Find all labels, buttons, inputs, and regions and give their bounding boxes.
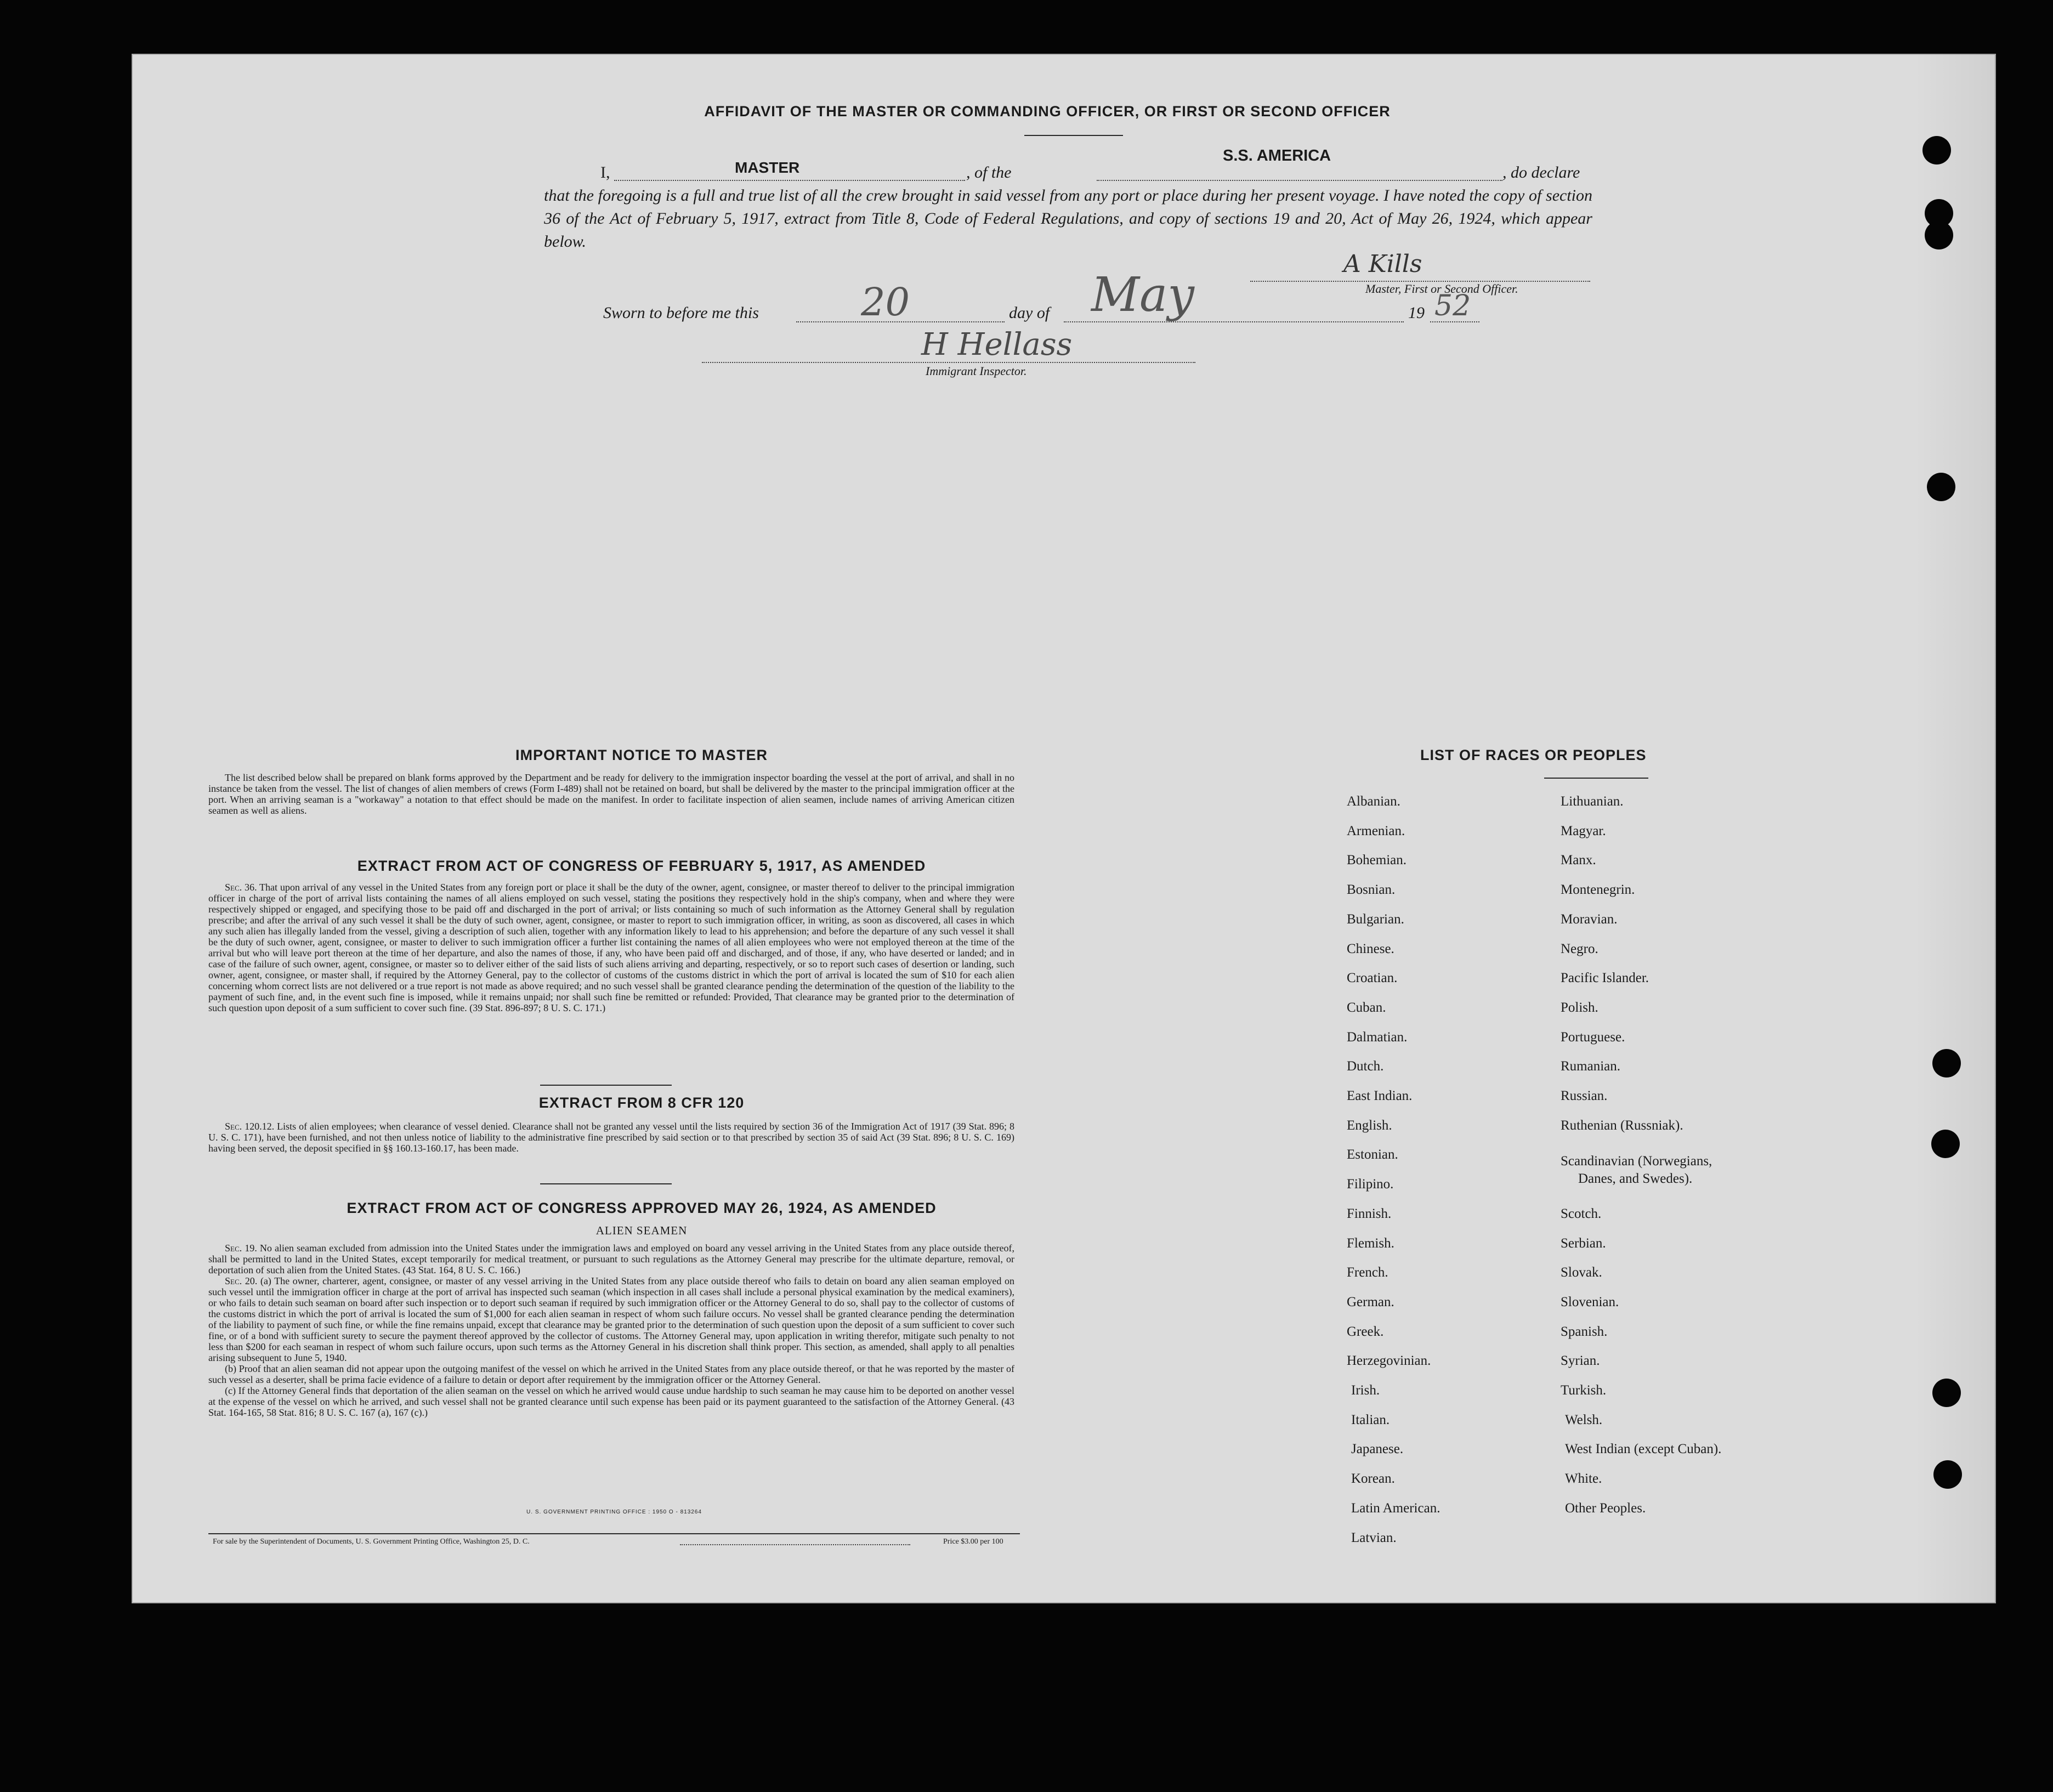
sec-20b-paragraph: (b) Proof that an alien seaman did not appear upon the outgoing manifest of the vessel on which he arrived in the United States from any place outside thereof, or that he was reported by the master of such vessel as a deserter, shall be prima facie evidence of a failure to detain or deport after requirement by the immigration officer or the Attorney General. (208, 1363, 1014, 1385)
sec-20a-text: (a) The owner, charterer, agent, consignee, or master of any vessel arriving in the United States from any place outside thereof who fails to detain on board any alien seaman employed on such vessel until the immigration officer in charge at the port of arrival has inspected such seaman (which inspection in all cases shall include a personal physical examination by the medical examiners), or who fails to detain such seaman on board after such inspection or to deport such seaman if required by such immigration officer or the Attorney General to do so, shall pay to the collector of customs of the customs district in which the port of arrival is located the sum of $1,000 for each alien seaman in respect of whom such failure occurs. No vessel shall be granted clearance pending the determination of the liability to payment of such fine, or while the fine remains unpaid, except that clearance may be granted prior to the determination of such question upon the deposit of a sum sufficient to cover such fine, or of a bond with sufficient surety to secure the payment thereof approved by the collector of customs. The Attorney General may, upon application in writing therefor, mitigate such penalty to not less than $200 for each seaman in respect of whom such failure occurs, upon such terms as the Attorney General in his discretion shall think proper. This section, as amended, shall apply to all penalties arising subsequent to June 5, 1940. (208, 1275, 1015, 1363)
race-item: Pacific Islander. (1561, 971, 1649, 986)
extract-1917-title: EXTRACT FROM ACT OF CONGRESS OF FEBRUARY 5, 1917, AS AMENDED (357, 858, 926, 874)
race-item: Negro. (1561, 941, 1598, 956)
race-item: Syrian. (1561, 1353, 1600, 1369)
race-item: Estonian. (1347, 1147, 1398, 1162)
race-item: Albanian. (1347, 794, 1400, 809)
extract-1924-title: EXTRACT FROM ACT OF CONGRESS APPROVED MAY 26, 1924, AS AMENDED (347, 1200, 937, 1216)
race-item: Chinese. (1347, 941, 1394, 956)
punch-hole (1922, 136, 1951, 165)
race-item: Bohemian. (1347, 853, 1407, 868)
sec-20-label: Sec. 20. (225, 1275, 258, 1286)
vessel-field-line (1097, 180, 1502, 181)
extract-1924-text-block (208, 1243, 1014, 1418)
race-item: Filipino. (1347, 1177, 1394, 1192)
notice-title: IMPORTANT NOTICE TO MASTER (515, 747, 768, 763)
race-item: Danes, and Swedes). (1578, 1171, 1693, 1187)
race-item: Polish. (1561, 1000, 1598, 1015)
day-value: 20 (861, 280, 910, 325)
race-item: Dutch. (1347, 1059, 1384, 1074)
master-field-line (614, 180, 965, 181)
do-declare-label: , do declare (1502, 163, 1580, 182)
sworn-label: Sworn to before me this (603, 304, 759, 322)
race-item: Russian. (1561, 1088, 1608, 1103)
punch-hole (1932, 1049, 1961, 1078)
sec-19-label: Sec. 19. (225, 1243, 257, 1254)
sec-36-label: Sec. 36. (225, 882, 257, 893)
race-item: East Indian. (1347, 1088, 1413, 1103)
races-title-underline (1544, 778, 1648, 779)
title-underline (1024, 135, 1123, 136)
sec-19-paragraph (208, 1243, 1014, 1275)
race-item: Slovenian. (1561, 1294, 1619, 1309)
price-notice: Price $3.00 per 100 (943, 1538, 1003, 1546)
year-prefix: 19 (1408, 304, 1425, 322)
race-item: Japanese. (1351, 1442, 1404, 1457)
affidavit-i-label: I, (600, 163, 610, 182)
sale-dot-leader (680, 1544, 910, 1545)
inspector-caption: Immigrant Inspector. (926, 364, 1027, 378)
race-item: Croatian. (1347, 971, 1398, 986)
day-of-label: day of (1009, 304, 1050, 322)
race-item: Bulgarian. (1347, 911, 1404, 927)
race-item: Cuban. (1347, 1000, 1386, 1015)
document-page (132, 54, 1996, 1603)
gpo-imprint: U. S. GOVERNMENT PRINTING OFFICE : 1950 O - 813264 (526, 1509, 702, 1515)
notice-text (208, 772, 1014, 816)
race-item: German. (1347, 1294, 1394, 1309)
punch-hole (1925, 221, 1953, 249)
race-item: Bosnian. (1347, 882, 1396, 898)
race-item: Moravian. (1561, 911, 1618, 927)
race-item: Turkish. (1561, 1383, 1607, 1398)
punch-hole (1931, 1130, 1960, 1158)
race-item: English. (1347, 1118, 1392, 1133)
race-item: Herzegovinian. (1347, 1353, 1431, 1369)
inspector-signature: H Hellass (921, 327, 1073, 362)
extract-cfr-paragraph (208, 1121, 1014, 1154)
race-item: Dalmatian. (1347, 1029, 1408, 1045)
race-item: Rumanian. (1561, 1059, 1621, 1074)
race-item: Scandinavian (Norwegians, (1561, 1154, 1712, 1169)
notice-paragraph: The list described below shall be prepared on blank forms approved by the Department and be ready for delivery to the immigration inspector boarding the vessel at the port of arrival, and shall in no instance be taken from the vessel. The list of changes of alien members of crews (Form I-489) shall not be retained on board, but shall be delivered by the master to the principal immigration officer at the port. When an arriving seaman is a "workaway" a notation to that effect should be made on the manifest. In order to facilitate inspection of alien seamen, include names of arriving American citizen seamen as well as aliens. (208, 772, 1014, 816)
race-item: Magyar. (1561, 823, 1606, 838)
race-item: Latvian. (1351, 1530, 1397, 1545)
race-item: Scotch. (1561, 1206, 1602, 1221)
master-caption: Master, First or Second Officer. (1365, 282, 1518, 296)
extract-1917-paragraph (208, 882, 1014, 1013)
master-value: MASTER (735, 159, 800, 176)
master-signature: A Kills (1343, 250, 1422, 278)
section-divider (540, 1085, 672, 1086)
year-value: 52 (1434, 290, 1471, 322)
sale-notice: For sale by the Superintendent of Documents, U. S. Government Printing Office, Washington 25, D. C. (213, 1538, 530, 1546)
race-item: Manx. (1561, 853, 1596, 868)
race-item: Flemish. (1347, 1235, 1394, 1251)
race-item: Spanish. (1561, 1324, 1608, 1339)
race-item: Serbian. (1561, 1235, 1606, 1251)
of-the-label: , of the (966, 163, 1012, 182)
race-item: Welsh. (1565, 1412, 1603, 1427)
race-item: Slovak. (1561, 1265, 1602, 1280)
sec-20c-paragraph: (c) If the Attorney General finds that deportation of the alien seaman on the vessel on which he arrived would cause undue hardship to such seaman he may cause him to be deported on another vessel at the expense of the vessel on which he arrived, and such vessel shall not be granted clearance until such expense has been paid or its payment guaranteed to the satisfaction of the Attorney General. (43 Stat. 164-165, 58 Stat. 816; 8 U. S. C. 167 (a), 167 (c).) (208, 1385, 1014, 1418)
race-item: Other Peoples. (1565, 1500, 1646, 1516)
section-divider (540, 1183, 672, 1184)
race-item: Italian. (1351, 1412, 1390, 1427)
punch-hole (1932, 1379, 1961, 1407)
extract-1917-text-block (208, 882, 1014, 1013)
page-edge-shade (1914, 54, 1996, 1603)
month-value: May (1091, 268, 1194, 322)
sec-20a-paragraph (208, 1275, 1014, 1363)
race-item: Portuguese. (1561, 1029, 1625, 1045)
sec-120-label: Sec. 120.12. (225, 1121, 275, 1132)
race-item: Ruthenian (Russniak). (1561, 1118, 1683, 1133)
race-item: Latin American. (1351, 1500, 1440, 1516)
extract-cfr-title: EXTRACT FROM 8 CFR 120 (538, 1095, 745, 1111)
races-title: LIST OF RACES OR PEOPLES (1420, 747, 1647, 763)
race-item: Lithuanian. (1561, 794, 1624, 809)
race-item: White. (1565, 1471, 1602, 1487)
punch-hole (1933, 1460, 1962, 1489)
race-item: Irish. (1351, 1383, 1380, 1398)
sec-19-text: No alien seaman excluded from admission into the United States under the immigration laws and employed on board any vessel arriving in the United States from any place outside thereof, shall be permitted to land in the United States, except temporarily for medical treatment, or pursuant to such regulations as the Attorney General may prescribe for the ultimate departure, removal, or deportation of such alien from the United States. (43 Stat. 164, 8 U. S. C. 166.) (208, 1243, 1015, 1275)
extract-cfr-text-block (208, 1121, 1014, 1154)
race-item: Armenian. (1347, 823, 1405, 838)
sec-36-text: That upon arrival of any vessel in the United States from any foreign port or place it shall be the duty of the owner, agent, consignee, or master thereof to deliver to the principal immigration officer in charge of the port of arrival lists containing the names of all aliens employed on such vessel, stating the positions they respectively hold in the ship's company, when and where they were respectively shipped or engaged, and specifying those to be paid off and discharged in the port of arrival; or lists containing so much of such information as the Attorney General shall by regulation prescribe; and after the arrival of any such vessel it shall be the duty of such owner, agent, consignee, or master to report to such immigration officer, in writing, as soon as discovered, all cases in which any such alien has illegally landed from the vessel, giving a description of such alien, together with any information likely to lead to his apprehension; and before the departure of any such vessel it shall be the duty of such owner, agent, consignee, or master to deliver to such immigration officer a further list containing the names of all alien employees who were not employed thereon at the time of the arrival but who will leave port thereon at the time of her departure, and also the names of those, if any, who have been paid off and discharged, and of those, if any, who have deserted or landed; and in case of the failure of such owner, agent, consignee, or master so to deliver either of the said lists of such aliens arriving and departing, respectively, or so to report such cases of desertion or landing, such owner, agent, consignee, or master shall, if required by the Attorney General, pay to the collector of customs of the customs district in which the port of arrival is located the sum of $10 for each alien concerning whom correct lists are not delivered or a true report is not made as above required; and no such vessel shall be granted clearance pending the determination of the question of the liability to the payment of such fine, and, in the event such fine is imposed, while it remains unpaid; nor shall such fine be remitted or refunded: Provided, That clearance may be granted prior to the determination of such question upon deposit of a sum sufficient to cover such fine. (39 Stat. 896-897; 8 U. S. C. 171.) (208, 882, 1014, 1013)
punch-hole (1927, 473, 1955, 501)
vessel-value: S.S. AMERICA (1223, 147, 1331, 165)
race-item: Finnish. (1347, 1206, 1392, 1221)
race-item: Greek. (1347, 1324, 1384, 1339)
footer-rule (208, 1533, 1020, 1534)
affidavit-body: that the foregoing is a full and true list of all the crew brought in said vessel from any port or place during her present voyage. I have noted the copy of section 36 of the Act of February 5, 1917, extract from Title 8, Code of Federal Regulations, and copy of sections 19 and 20, Act of May 26, 1924, which appear below. (544, 186, 1592, 251)
sec-120-text: Lists of alien employees; when clearance of vessel denied. Clearance shall not be granted any vessel until the lists required by section 36 of the Immigration Act of 1917 (39 Stat. 896; 8 U. S. C. 171), have been furnished, and not then unless notice of liability to the administrative fine prescribed by said section or to that prescribed by section 35 of said Act (39 Stat. 896; 8 U. S. C. 169) having been served, the deposit specified in §§ 160.13-160.17, has been made. (208, 1121, 1015, 1154)
race-item: West Indian (except Cuban). (1565, 1442, 1722, 1457)
affidavit-title: AFFIDAVIT OF THE MASTER OR COMMANDING OFFICER, OR FIRST OR SECOND OFFICER (704, 103, 1391, 120)
alien-seamen-subtitle: ALIEN SEAMEN (596, 1224, 688, 1237)
race-item: Montenegrin. (1561, 882, 1635, 898)
race-item: French. (1347, 1265, 1388, 1280)
race-item: Korean. (1351, 1471, 1395, 1487)
